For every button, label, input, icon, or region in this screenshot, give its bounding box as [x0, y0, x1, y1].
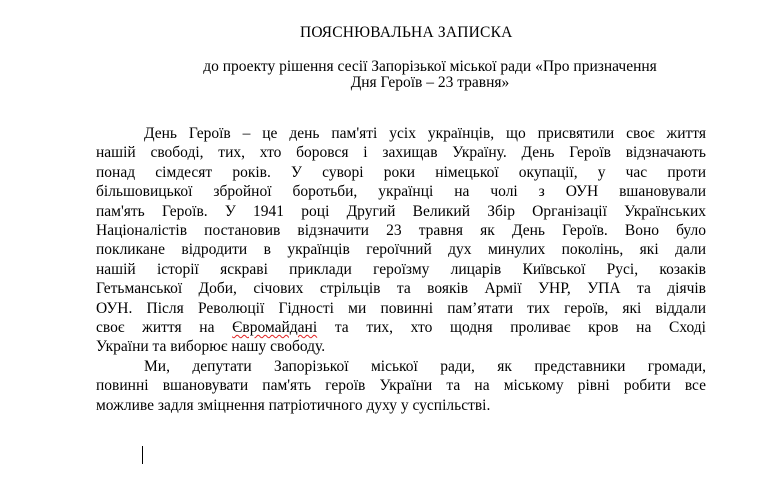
document-body[interactable] — [96, 124, 706, 415]
text-line: понад сімдесят років. У суворі роки німецької окупації, у час проти — [96, 163, 706, 181]
text-line: Ми, депутати Запорізької міської ради, як представники громади, — [144, 357, 706, 375]
misspelled-word[interactable]: Євромайдані — [232, 319, 318, 337]
text-line: Націоналістів постановив відзначити 23 травня як День Героїв. Воно було — [96, 222, 706, 240]
text-line: ОУН. Після Революції Гідності ми повинні пам’ятати тих героїв, які віддали — [96, 299, 706, 317]
text-line: України та виборює нашу свободу. — [96, 338, 326, 356]
text-line: можливе задля зміцнення патріотичного духу у суспільстві. — [96, 396, 491, 414]
subtitle-line-1: до проекту рішення сесії Запорізької міської ради «Про призначення — [203, 58, 657, 75]
text-line: пам'ять Героїв. У 1941 році Другий Великий Збір Організації Українських — [96, 202, 706, 220]
subtitle-line-2: Дня Героїв – 23 травня» — [350, 74, 510, 91]
text-fragment: та тих, хто щодня проливає кров на Сході — [317, 319, 706, 337]
text-line: більшовицької збройної боротьби, українці на чолі з ОУН вшановували — [96, 183, 706, 201]
text-line: Гетьманської Доби, січових стрільців та вояків Армії УНР, УПА та діячів — [96, 280, 706, 298]
document-title: ПОЯСНЮВАЛЬНА ЗАПИСКА — [300, 24, 513, 41]
paragraph-2 — [96, 357, 706, 415]
paragraph-1 — [96, 124, 706, 357]
text-line: нашій свободі, тих, хто боровся і захищав Україну. День Героїв відзначають — [96, 144, 706, 162]
text-line: День Героїв – це день пам'яті усіх українців, що присвятили своє життя — [144, 125, 706, 142]
text-cursor — [142, 446, 143, 464]
text-line: повинні вшановувати пам'ять героїв України та на міському рівні робити все — [96, 377, 706, 395]
text-fragment: своє життя на — [96, 319, 233, 337]
document-subtitle — [150, 59, 710, 91]
text-line: покликане відродити в українців героїчний дух минулих поколінь, які дали — [96, 241, 706, 259]
text-line-with-spellcheck — [96, 318, 706, 337]
text-line: нашій історії яскраві приклади героїзму лицарів Київської Русі, козаків — [96, 260, 706, 278]
